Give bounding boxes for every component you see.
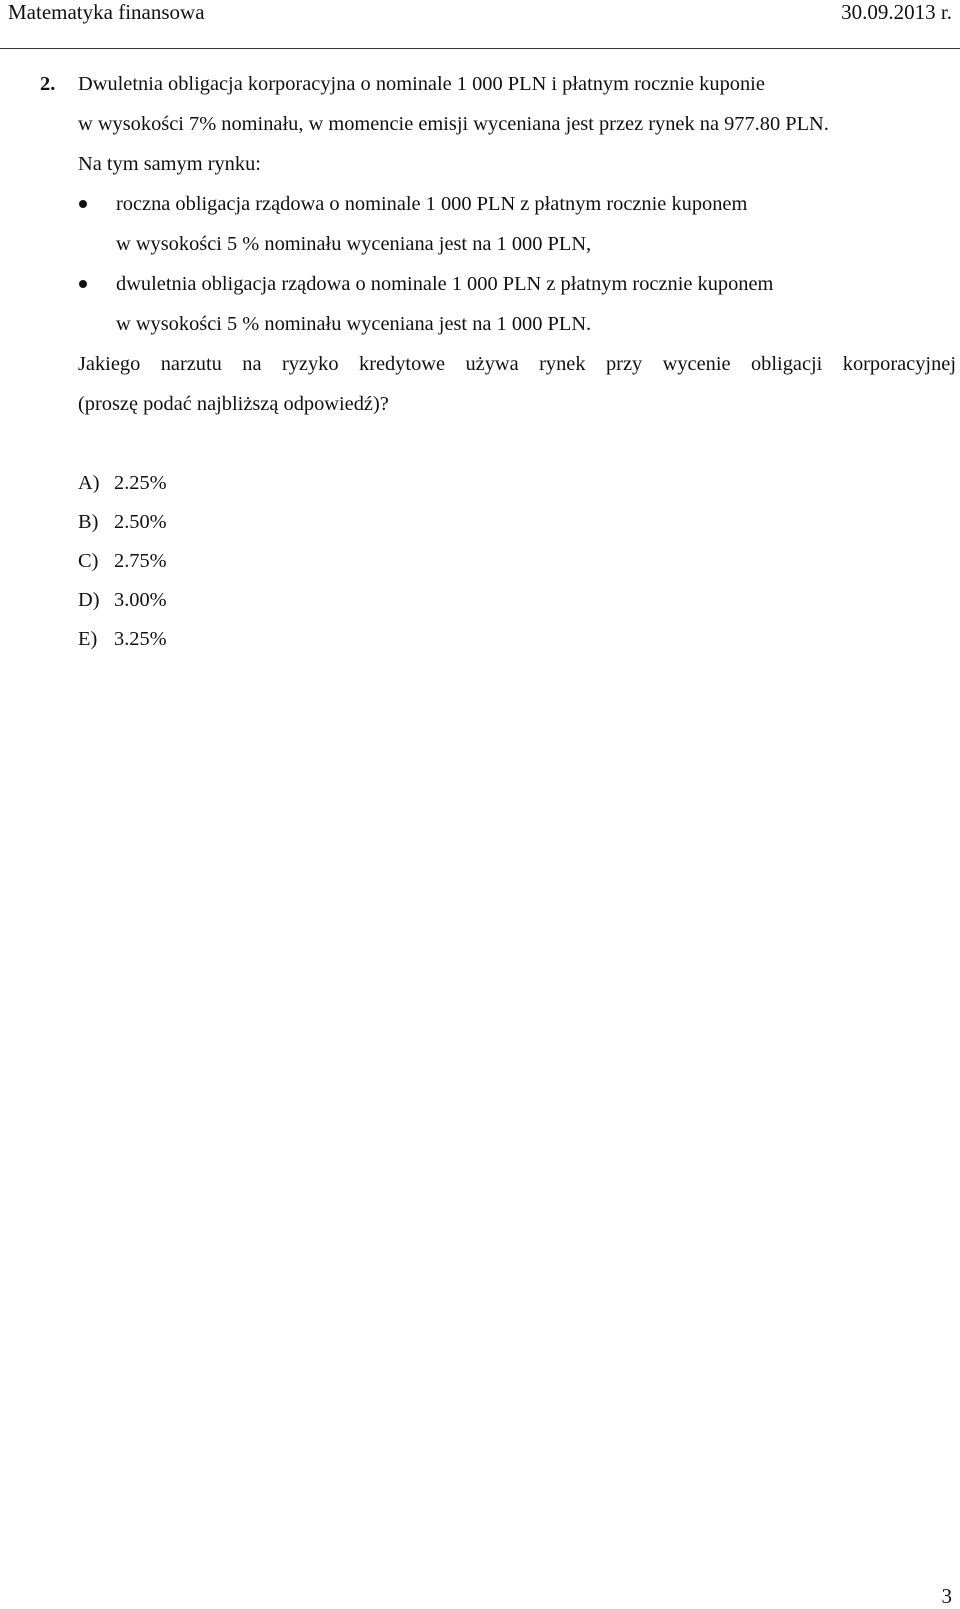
- header-date: 30.09.2013 r.: [841, 0, 952, 24]
- answer-b-letter: B): [78, 511, 99, 533]
- answer-c-value: 2.75%: [114, 550, 167, 572]
- page-header: [0, 0, 960, 50]
- header-divider: [0, 48, 960, 49]
- problem-intro-line-2: w wysokości 7% nominału, w momencie emisji wyceniana jest przez rynek na 977.80 PLN.: [78, 113, 829, 135]
- answer-e-letter: E): [78, 628, 98, 650]
- bullet-1-line-2: w wysokości 5 % nominału wyceniana jest na 1 000 PLN,: [116, 233, 592, 255]
- answer-d-value: 3.00%: [114, 589, 167, 611]
- problem-number: 2.: [40, 73, 56, 95]
- bullet-2-line-1: dwuletnia obligacja rządowa o nominale 1 000 PLN z płatnym rocznie kuponem: [116, 273, 774, 295]
- problem-intro-line-3: Na tym samym rynku:: [78, 153, 261, 175]
- bullet-1-line-1: roczna obligacja rządowa o nominale 1 000 PLN z płatnym rocznie kuponem: [116, 193, 748, 215]
- answer-b-value: 2.50%: [114, 511, 167, 533]
- page-number: 3: [941, 1584, 952, 1608]
- answer-e-value: 3.25%: [114, 628, 167, 650]
- question-line-1: Jakiego narzutu na ryzyko kredytowe używa rynek przy wycenie obligacji korporacyjnej: [78, 353, 956, 375]
- problem-intro-line-1: Dwuletnia obligacja korporacyjna o nominale 1 000 PLN i płatnym rocznie kuponie: [78, 73, 765, 95]
- answer-a-letter: A): [78, 472, 100, 494]
- answer-d-letter: D): [78, 589, 100, 611]
- header-subject: Matematyka finansowa: [8, 0, 205, 24]
- answer-c-letter: C): [78, 550, 99, 572]
- answer-a-value: 2.25%: [114, 472, 167, 494]
- bullet-icon: [79, 200, 87, 208]
- bullet-2-line-2: w wysokości 5 % nominału wyceniana jest na 1 000 PLN.: [116, 313, 592, 335]
- question-line-2: (proszę podać najbliższą odpowiedź)?: [78, 393, 389, 415]
- bullet-icon: [79, 280, 87, 288]
